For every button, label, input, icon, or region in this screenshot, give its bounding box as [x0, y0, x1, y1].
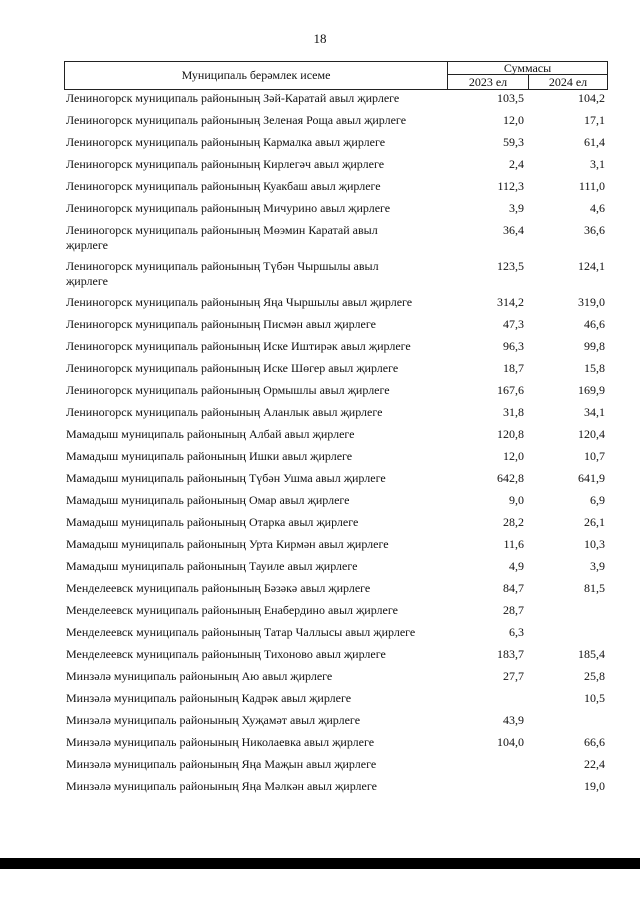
value-2024: 81,5: [584, 581, 605, 595]
value-2024: 10,7: [584, 449, 605, 463]
value-2023: 167,6: [497, 383, 524, 397]
table-row: [0, 757, 640, 773]
value-2023: 36,4: [503, 223, 524, 237]
value-2023: 9,0: [509, 493, 524, 507]
table-row: [0, 405, 640, 421]
table-row: [0, 493, 640, 509]
table-row: [0, 691, 640, 707]
value-2023: 31,8: [503, 405, 524, 419]
value-2024: 169,9: [578, 383, 605, 397]
table-row: [0, 515, 640, 531]
row-label: Лениногорск муниципаль районының Ормышлы авыл җирлеге: [66, 383, 390, 397]
table-row: [0, 157, 640, 173]
row-label: Лениногорск муниципаль районының Куакбаш авыл җирлеге: [66, 179, 381, 193]
value-2023: 642,8: [497, 471, 524, 485]
row-label: Лениногорск муниципаль районының Түбән Чыршылы авыл җирлеге: [66, 259, 379, 288]
row-label: Мамадыш муниципаль районының Түбән Ушма авыл җирлеге: [66, 471, 386, 485]
table-row: [0, 647, 640, 663]
column-header-2023: 2023 ел: [448, 75, 529, 89]
row-label: Менделеевск муниципаль районының Тихоново авыл җирлеге: [66, 647, 386, 661]
value-2023: 18,7: [503, 361, 524, 375]
value-2023: 28,2: [503, 515, 524, 529]
value-2024: 111,0: [578, 179, 605, 193]
value-2024: 641,9: [578, 471, 605, 485]
page-number: 18: [313, 31, 327, 46]
row-label: Лениногорск муниципаль районының Иске Шөгер авыл җирлеге: [66, 361, 399, 375]
value-2024: 15,8: [584, 361, 605, 375]
value-2024: 34,1: [584, 405, 605, 419]
row-label: Минзәлә муниципаль районының Яңа Маҗын авыл җирлеге: [66, 757, 377, 771]
row-label: Мамадыш муниципаль районының Тауиле авыл җирлеге: [66, 559, 358, 573]
row-label: Лениногорск муниципаль районының Кармалка авыл җирлеге: [66, 135, 386, 149]
row-label: Лениногорск муниципаль районының Зәй-Каратай авыл җирлеге: [66, 91, 400, 105]
value-2024: 124,1: [578, 259, 605, 273]
value-2023: 103,5: [497, 91, 524, 105]
value-2024: 104,2: [578, 91, 605, 105]
row-label: Минзәлә муниципаль районының Николаевка авыл җирлеге: [66, 735, 375, 749]
column-header-name: Муниципаль берәмлек исеме: [65, 62, 448, 89]
value-2023: 28,7: [503, 603, 524, 617]
table-row: [0, 735, 640, 751]
value-2023: 96,3: [503, 339, 524, 353]
value-2023: 123,5: [497, 259, 524, 273]
row-label: Минзәлә муниципаль районының Хуҗамәт авыл җирлеге: [66, 713, 361, 727]
row-label: Лениногорск муниципаль районының Мөэмин Каратай авыл җирлеге: [66, 223, 378, 252]
table-row: [0, 669, 640, 685]
value-2024: 36,6: [584, 223, 605, 237]
row-label: Лениногорск муниципаль районының Кирлегәч авыл җирлеге: [66, 157, 385, 171]
value-2024: 61,4: [584, 135, 605, 149]
column-header-sum: Суммасы: [448, 62, 607, 75]
value-2024: 185,4: [578, 647, 605, 661]
table-header: [64, 61, 608, 90]
value-2024: 99,8: [584, 339, 605, 353]
value-2023: 47,3: [503, 317, 524, 331]
value-2024: 10,5: [584, 691, 605, 705]
value-2024: 26,1: [584, 515, 605, 529]
row-label: Менделеевск муниципаль районының Бәзәкә авыл җирлеге: [66, 581, 371, 595]
value-2024: 19,0: [584, 779, 605, 793]
table-row: [0, 471, 640, 487]
value-2023: 3,9: [509, 201, 524, 215]
table-row: [0, 427, 640, 443]
row-label: Лениногорск муниципаль районының Аланлык авыл җирлеге: [66, 405, 383, 419]
table-row: [0, 559, 640, 575]
value-2024: 3,9: [590, 559, 605, 573]
table-row: [0, 113, 640, 129]
value-2024: 4,6: [590, 201, 605, 215]
value-2024: 120,4: [578, 427, 605, 441]
value-2024: 10,3: [584, 537, 605, 551]
row-label: Минзәлә муниципаль районының Яңа Мәлкән авыл җирлеге: [66, 779, 377, 793]
table-row: [0, 339, 640, 355]
table-row: [0, 201, 640, 217]
value-2023: 6,3: [509, 625, 524, 639]
table-row: [0, 91, 640, 107]
row-label: Мамадыш муниципаль районының Ишки авыл җирлеге: [66, 449, 353, 463]
table-row: [0, 625, 640, 641]
value-2023: 84,7: [503, 581, 524, 595]
value-2023: 12,0: [503, 113, 524, 127]
table-row: [0, 581, 640, 597]
value-2023: 43,9: [503, 713, 524, 727]
table-row: [0, 223, 640, 255]
table-row: [0, 259, 640, 291]
row-label: Лениногорск муниципаль районының Яңа Чыршылы авыл җирлеге: [66, 295, 413, 309]
row-label: Мамадыш муниципаль районының Омар авыл җирлеге: [66, 493, 350, 507]
table-row: [0, 449, 640, 465]
table-row: [0, 361, 640, 377]
value-2023: 11,6: [503, 537, 524, 551]
table-row: [0, 779, 640, 795]
table-row: [0, 537, 640, 553]
row-label: Мамадыш муниципаль районының Урта Кирмән авыл җирлеге: [66, 537, 389, 551]
value-2023: 12,0: [503, 449, 524, 463]
scan-border: [0, 858, 640, 869]
value-2024: 319,0: [578, 295, 605, 309]
row-label: Минзәлә муниципаль районының Аю авыл җирлеге: [66, 669, 333, 683]
row-label: Лениногорск муниципаль районының Писмән авыл җирлеге: [66, 317, 376, 331]
value-2023: 104,0: [497, 735, 524, 749]
table-row: [0, 135, 640, 151]
value-2023: 2,4: [509, 157, 524, 171]
row-label: Лениногорск муниципаль районының Зеленая Роща авыл җирлеге: [66, 113, 407, 127]
row-label: Минзәлә муниципаль районының Кадрәк авыл җирлеге: [66, 691, 352, 705]
value-2023: 59,3: [503, 135, 524, 149]
table-row: [0, 603, 640, 619]
row-label: Лениногорск муниципаль районының Мичурино авыл җирлеге: [66, 201, 391, 215]
row-label: Мамадыш муниципаль районының Албай авыл җирлеге: [66, 427, 355, 441]
value-2024: 6,9: [590, 493, 605, 507]
value-2024: 3,1: [590, 157, 605, 171]
row-label: Лениногорск муниципаль районының Иске Иштирәк авыл җирлеге: [66, 339, 411, 353]
value-2024: 25,8: [584, 669, 605, 683]
value-2023: 112,3: [497, 179, 524, 193]
row-label: Менделеевск муниципаль районының Татар Чаллысы авыл җирлеге: [66, 625, 416, 639]
value-2024: 22,4: [584, 757, 605, 771]
table-row: [0, 295, 640, 311]
value-2023: 120,8: [497, 427, 524, 441]
column-header-2024: 2024 ел: [548, 75, 588, 89]
value-2024: 17,1: [584, 113, 605, 127]
table-row: [0, 713, 640, 729]
table-row: [0, 383, 640, 399]
row-label: Менделеевск муниципаль районының Енабердино авыл җирлеге: [66, 603, 398, 617]
value-2024: 46,6: [584, 317, 605, 331]
table-row: [0, 179, 640, 195]
value-2023: 27,7: [503, 669, 524, 683]
value-2023: 4,9: [509, 559, 524, 573]
value-2023: 314,2: [497, 295, 524, 309]
value-2023: 183,7: [497, 647, 524, 661]
value-2024: 66,6: [584, 735, 605, 749]
table-row: [0, 317, 640, 333]
row-label: Мамадыш муниципаль районының Отарка авыл җирлеге: [66, 515, 359, 529]
